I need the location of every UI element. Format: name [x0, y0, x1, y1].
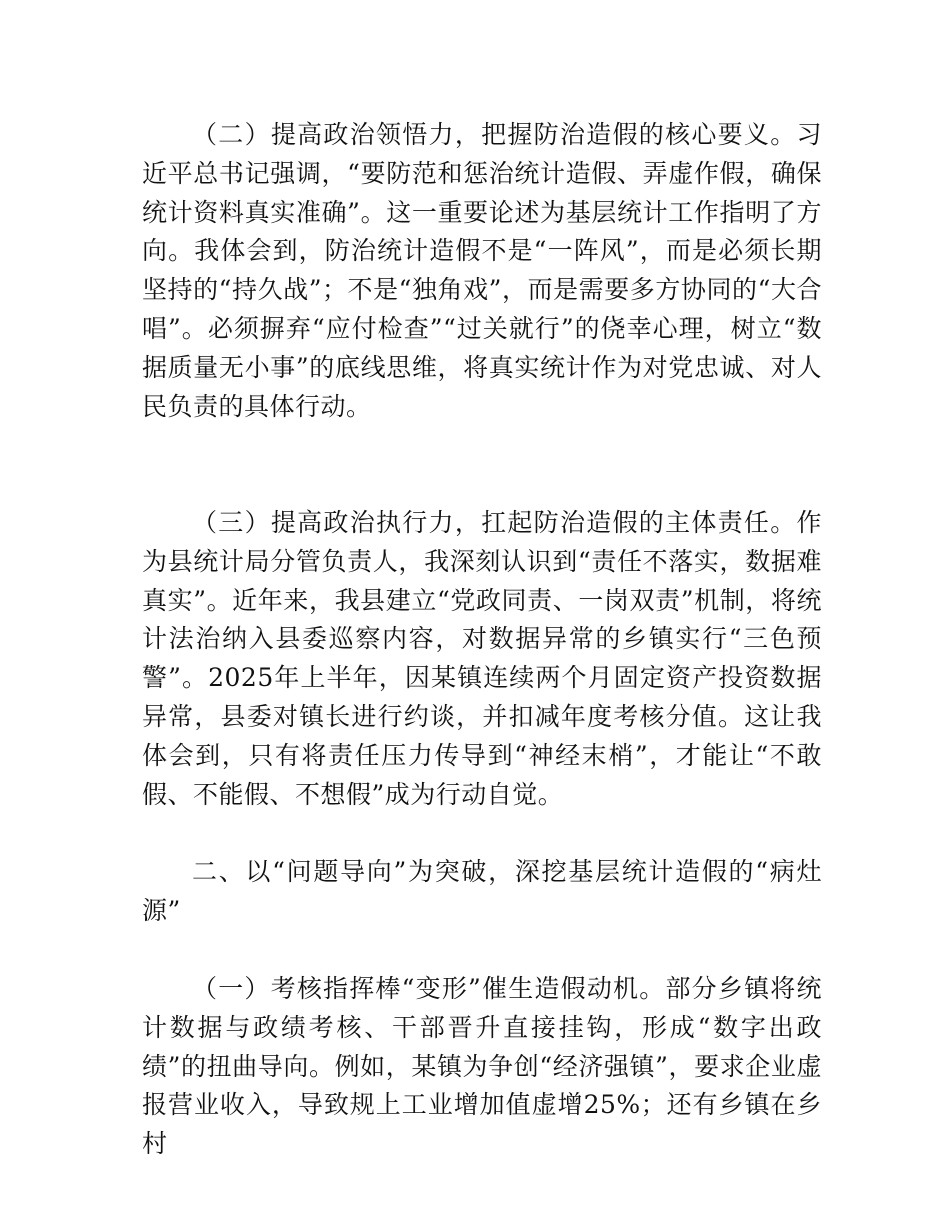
paragraph-assessment-baton: （一）考核指挥棒“变形”催生造假动机。部分乡镇将统计数据与政绩考核、干部晋升直接挂钩，形成“数字出政绩”的扭曲导向。例如，某镇为争创“经济强镇”，要求企业虚报营业收入，导致规上工业增加值虚增25%；还有乡镇在乡村: [142, 974, 822, 1159]
paragraph-political-understanding: （二）提高政治领悟力，把握防治造假的核心要义。习近平总书记强调，“要防范和惩治统计造假、弄虚作假，确保统计资料真实准确”。这一重要论述为基层统计工作指明了方向。我体会到，防治统计造假不是“一阵风”，而是必须长期坚持的“持久战”；不是“独角戏”，而是需要多方协同的“大合唱”。必须摒弃“应付检查”“过关就行”的侥幸心理，树立“数据质量无小事”的底线思维，将真实统计作为对党忠诚、对人民负责的具体行动。: [142, 120, 822, 421]
section-heading-problem-oriented: 二、以“问题导向”为突破，深挖基层统计造假的“病灶源”: [142, 857, 822, 925]
paragraph-political-execution: （三）提高政治执行力，扛起防治造假的主体责任。作为县统计局分管负责人，我深刻认识到“责任不落实，数据难真实”。近年来，我县建立“党政同责、一岗双责”机制，将统计法治纳入县委巡察内容，对数据异常的乡镇实行“三色预警”。2025年上半年，因某镇连续两个月固定资产投资数据异常，县委对镇长进行约谈，并扣减年度考核分值。这让我体会到，只有将责任压力传导到“神经末梢”，才能让“不敢假、不能假、不想假”成为行动自觉。: [142, 508, 822, 809]
